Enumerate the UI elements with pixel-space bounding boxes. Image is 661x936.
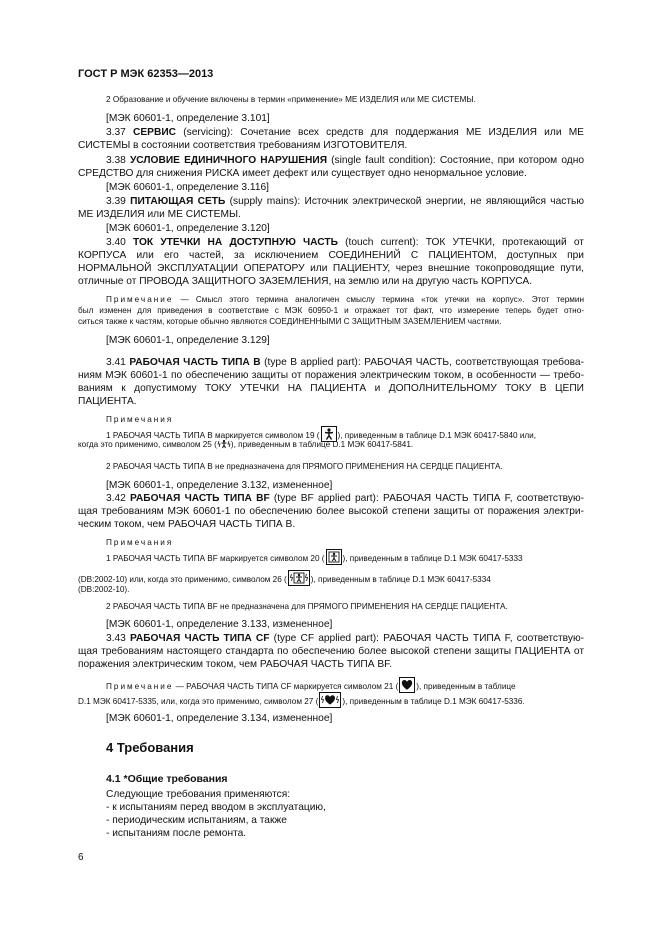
reference: [МЭК 60601-1, определение 3.129] [106, 335, 270, 346]
list-item: - испытаниям после ремонта. [106, 828, 247, 839]
type-cf-symbol-icon [399, 677, 415, 693]
note-line: 2 РАБОЧАЯ ЧАСТЬ ТИПА В не предназначена для ПРЯМОГО ПРИМЕНЕНИЯ НА СЕРДЦЕ ПАЦИЕНТА. [106, 462, 503, 471]
text-line: СРЕДСТВО для снижения РИСКА имеет дефект или существует одно ненормальное условие. [78, 168, 527, 179]
term: ТОК УТЕЧКИ НА ДОСТУПНУЮ ЧАСТЬ [133, 237, 338, 248]
note-line: D.1 МЭК 60417-5335, или, когда это применимо, символом 27 ( ), приведенным в таблице D.1 МЭК 60417-5336. [78, 692, 525, 708]
definition-3-42: 3.42 РАБОЧАЯ ЧАСТЬ ТИПА BF (type BF applied part): РАБОЧАЯ ЧАСТЬ ТИПА F, соответствую- [106, 493, 584, 504]
term: СЕРВИС [133, 127, 177, 138]
definition-3-41: 3.41 РАБОЧАЯ ЧАСТЬ ТИПА В (type B applied part): РАБОЧАЯ ЧАСТЬ, соответствующая требова- [106, 357, 584, 368]
text-line: ческим током, чем РАБОЧАЯ ЧАСТЬ ТИПА В. [78, 519, 296, 530]
note-line: был изменен для приведения в соответствие с МЭК 60950-1 и отражает тот факт, что измерение теперь будет отно- [78, 306, 584, 315]
note-line: 2 РАБОЧАЯ ЧАСТЬ ТИПА BF не предназначена для ПРЯМОГО ПРИМЕНЕНИЯ НА СЕРДЦЕ ПАЦИЕНТА. [106, 602, 508, 611]
notes-heading: Примечания [106, 538, 174, 547]
type-b-defib-symbol-icon [217, 439, 231, 449]
definition-3-37: 3.37 СЕРВИС (servicing): Сочетание всех средств для поддержания МЕ ИЗДЕЛИЯ или МЕ [106, 127, 584, 138]
text-line: щая требованиям настоящего стандарта по обеспечению более высокой степени защиты ПАЦИЕНТА от [78, 646, 584, 657]
text-line: Следующие требования применяются: [106, 789, 291, 800]
note-line: 2 Образование и обучение включены в термин «применение» МЕ ИЗДЕЛИЯ или МЕ СИСТЕМЫ. [106, 95, 476, 104]
text-line: МЕ ИЗДЕЛИЯ или МЕ СИСТЕМЫ. [78, 209, 241, 220]
term: РАБОЧАЯ ЧАСТЬ ТИПА CF [129, 633, 270, 644]
list-item: - к испытаниям перед вводом в эксплуатацию, [106, 802, 326, 813]
definition-3-38: 3.38 УСЛОВИЕ ЕДИНИЧНОГО НАРУШЕНИЯ (single fault condition): Состояние, при котором одно [106, 155, 584, 166]
reference: [МЭК 60601-1, определение 3.101] [106, 113, 270, 124]
note-line: 1 РАБОЧАЯ ЧАСТЬ ТИПА BF маркируется символом 20 ( ), приведенным в таблице D.1 МЭК 60417-5333 [106, 549, 523, 565]
text-line: отличные от ПРОВОДА ЗАЩИТНОГО ЗАЗЕМЛЕНИЯ, на землю или на другую часть КОРПУСА. [78, 276, 533, 287]
reference: [МЭК 60601-1, определение 3.132, измененное] [106, 480, 333, 491]
definition-3-40: 3.40 ТОК УТЕЧКИ НА ДОСТУПНУЮ ЧАСТЬ (touch current): ТОК УТЕЧКИ, протекающий от [106, 237, 584, 248]
note-line: Примечание — РАБОЧАЯ ЧАСТЬ ТИПА CF маркируется символом 21 ( ), приведенным в таблице [106, 677, 516, 693]
section-heading: 4 Требования [106, 740, 194, 755]
note-line: Примечание — Смысл этого термина аналогичен смыслу термина «ток утечки на корпус». Этот термин [106, 295, 584, 304]
notes-heading: Примечания [106, 415, 174, 424]
text-line: НОРМАЛЬНОЙ ЭКСПЛУАТАЦИИ ОПЕРАТОРУ или ПАЦИЕНТУ, через внешние токопроводящие пути, [78, 263, 584, 274]
page-number: 6 [78, 852, 84, 863]
term: РАБОЧАЯ ЧАСТЬ ТИПА BF [130, 493, 270, 504]
text-line: ниям МЭК 60601-1 по обеспечению защиты от поражения электрическим током, в особенности — требо- [78, 370, 584, 381]
type-bf-defib-symbol-icon [288, 570, 310, 586]
type-cf-defib-symbol-icon [319, 692, 341, 708]
note-line: когда это применимо, символом 25 ( ), приведенным в таблице D.1 МЭК 60417-5841. [78, 440, 414, 449]
term: РАБОЧАЯ ЧАСТЬ ТИПА В [129, 357, 261, 368]
text-line: ПАЦИЕНТА. [78, 396, 137, 407]
note-line: (DB:2002-10) или, когда это применимо, символом 26 ( ), приведенным в таблице D.1 МЭК 60417-5334 [78, 570, 491, 586]
note-line: ситься также к частям, которые обычно являются СОЕДИНЕННЫМИ С ЗАЩИТНЫМ ЗАЗЕМЛЕНИЕМ частями. [78, 317, 502, 326]
reference: [МЭК 60601-1, определение 3.120] [106, 223, 270, 234]
term: ПИТАЮЩАЯ СЕТЬ [130, 196, 226, 207]
subsection-heading: 4.1 *Общие требования [106, 773, 228, 785]
definition-3-43: 3.43 РАБОЧАЯ ЧАСТЬ ТИПА CF (type CF applied part): РАБОЧАЯ ЧАСТЬ ТИПА F, соответствую- [106, 633, 584, 644]
text-line: поражения электрическим током, чем РАБОЧАЯ ЧАСТЬ ТИПА BF. [78, 659, 393, 670]
reference: [МЭК 60601-1, определение 3.116] [106, 182, 270, 193]
reference: [МЭК 60601-1, определение 3.134, измененное] [106, 713, 333, 724]
list-item: - периодическим испытаниям, а также [106, 815, 287, 826]
text-line: щая требованиям МЭК 60601-1 по обеспечению более высокой степени защиты от поражения электри- [78, 506, 584, 517]
term: УСЛОВИЕ ЕДИНИЧНОГО НАРУШЕНИЯ [129, 155, 328, 166]
document-header: ГОСТ Р МЭК 62353—2013 [78, 68, 214, 80]
reference: [МЭК 60601-1, определение 3.133, измененное] [106, 619, 333, 630]
type-bf-symbol-icon [326, 549, 342, 565]
definition-3-39: 3.39 ПИТАЮЩАЯ СЕТЬ (supply mains): Источник электрической энергии, не являющийся частью [106, 196, 584, 207]
note-line: (DB:2002-10). [78, 585, 130, 594]
text-line: СИСТЕМЫ в состоянии соответствия требованиям ИЗГОТОВИТЕЛЯ. [78, 140, 408, 151]
note-line: 1 РАБОЧАЯ ЧАСТЬ ТИПА В маркируется символом 19 ( ), приведенным в таблице D.1 МЭК 60417-5840 или, [106, 426, 536, 442]
text-line: КОРПУСА или его частей, за исключением СОЕДИНЕНИЙ С ПАЦИЕНТОМ, доступных при [78, 250, 584, 261]
text-line: ваниям к допустимому ТОКУ УТЕЧКИ НА ПАЦИЕНТА и ДОПОЛНИТЕЛЬНОМУ ТОКУ В ЦЕПИ [78, 383, 584, 394]
